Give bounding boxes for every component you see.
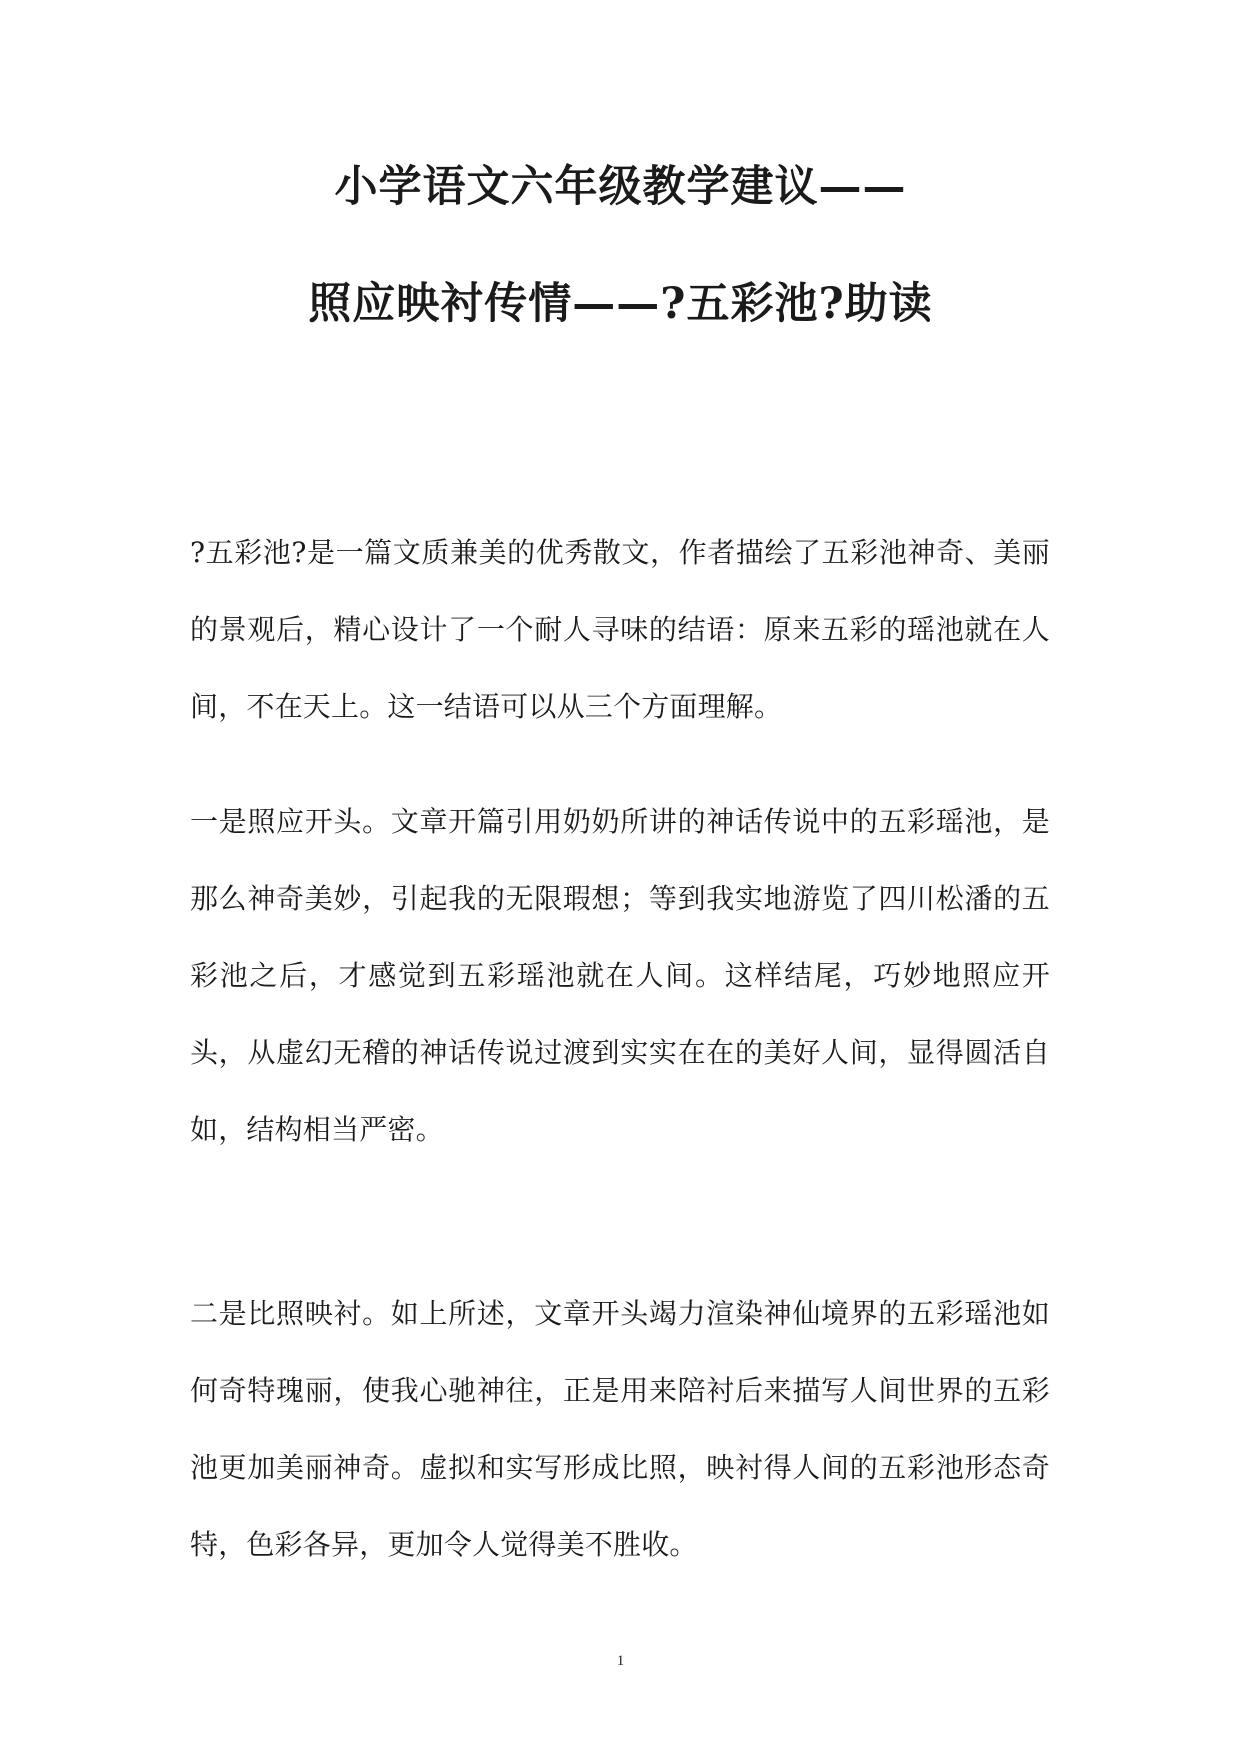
paragraph-point-two: 二是比照映衬。如上所述，文章开头竭力渲染神仙境界的五彩瑶池如何奇特瑰丽，使我心驰神往，正是用来陪衬后来描写人间世界的五彩池更加美丽神奇。虚拟和实写形成比照，映衬得人间的五彩池形态奇特，色彩各异，更加令人觉得美不胜收。 bbox=[190, 1297, 1050, 1561]
document-title-line-1: 小学语文六年级教学建议—— bbox=[334, 162, 907, 212]
page-number: 1 bbox=[616, 1653, 625, 1669]
document-title-line-2: 照应映衬传情——?五彩池?助读 bbox=[308, 279, 933, 329]
paragraph-intro: ?五彩池?是一篇文质兼美的优秀散文，作者描绘了五彩池神奇、美丽的景观后，精心设计了一个耐人寻味的结语：原来五彩的瑶池就在人间，不在天上。这一结语可以从三个方面理解。 bbox=[190, 536, 1050, 723]
paragraph-point-one: 一是照应开头。文章开篇引用奶奶所讲的神话传说中的五彩瑶池，是那么神奇美妙，引起我的无限瑕想；等到我实地游览了四川松潘的五彩池之后，才感觉到五彩瑶池就在人间。这样结尾，巧妙地照应开头，从虚幻无稽的神话传说过渡到实实在在的美好人间，显得圆活自如，结构相当严密。 bbox=[190, 805, 1050, 1146]
